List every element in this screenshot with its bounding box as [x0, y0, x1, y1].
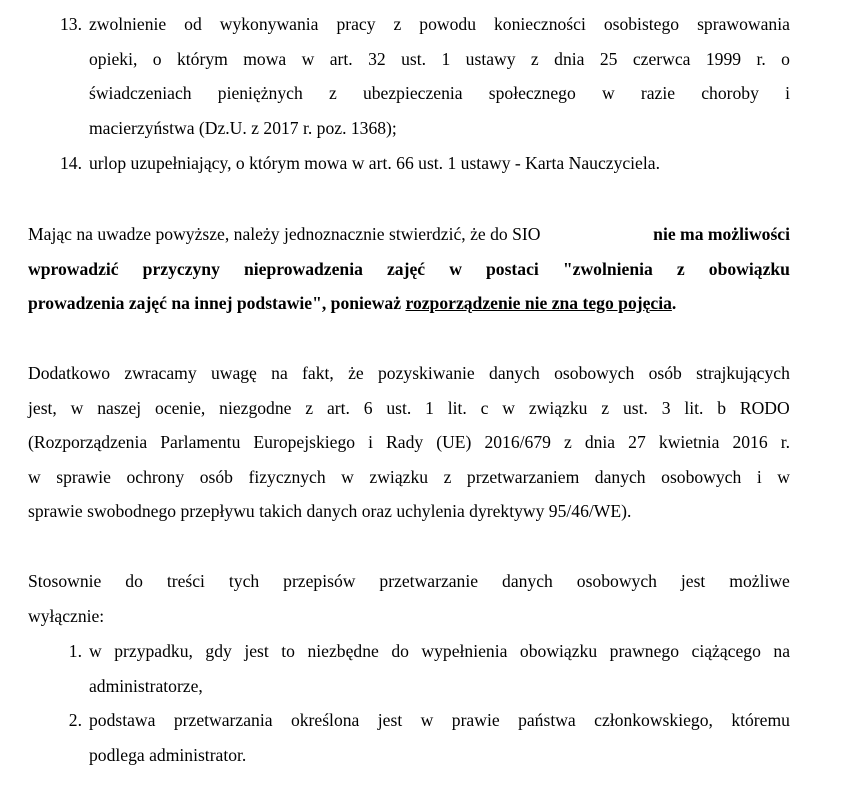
word: choroby — [701, 83, 759, 104]
word: dnia — [554, 48, 585, 69]
word: razie — [640, 83, 676, 104]
word: jest — [680, 571, 706, 591]
word: któremu — [731, 710, 790, 730]
bold-period: . — [671, 293, 677, 314]
word: ust. — [386, 397, 412, 418]
word: b — [717, 397, 727, 418]
word: w — [89, 641, 102, 661]
word: osobowych — [576, 571, 657, 591]
text-line — [28, 217, 790, 252]
word: r. — [756, 48, 766, 69]
normal-text: Mając na uwadze powyższe, należy jednoznacznie stwierdzić, że do SIO — [28, 224, 541, 244]
text-line: podlega administrator. — [89, 744, 247, 765]
word: lit. — [447, 397, 467, 418]
paragraph-rodo — [28, 356, 790, 529]
word: Dodatkowo — [28, 363, 111, 383]
word: (UE) — [436, 432, 472, 453]
word: powodu — [419, 14, 476, 34]
word: treści — [166, 571, 205, 591]
word: w — [28, 466, 41, 487]
list-number: 14. — [60, 153, 82, 173]
word: przetwarzania — [173, 710, 273, 730]
word: w — [449, 258, 462, 279]
word: 3 — [661, 397, 671, 418]
word: ustawy — [465, 48, 516, 69]
word: i — [368, 432, 373, 453]
word: mowa — [243, 48, 287, 69]
word: przetwarzaniem — [466, 466, 580, 487]
word: do — [125, 571, 143, 591]
word: art. — [329, 48, 353, 69]
word: prawnego — [609, 641, 680, 661]
word: z — [305, 397, 314, 418]
word: danych — [502, 571, 553, 591]
word: (Rozporządzenia — [28, 432, 148, 453]
word: osobowych — [554, 363, 635, 383]
word: społecznego — [488, 83, 576, 104]
word: wypełnienia — [421, 641, 508, 661]
word: 32 — [368, 48, 386, 69]
word: tych — [228, 571, 260, 591]
word: postaci — [486, 258, 539, 279]
word: osobowych — [661, 466, 742, 487]
text-line — [28, 564, 790, 599]
word: to — [281, 641, 295, 661]
word: pieniężnych — [217, 83, 303, 104]
word: podstawa — [89, 710, 156, 730]
word: danych — [594, 466, 646, 487]
word: niezbędne — [307, 641, 379, 661]
word: w — [777, 466, 790, 487]
word: gdy — [205, 641, 232, 661]
word: nieprowadzenia — [243, 258, 363, 279]
word: pracy — [336, 14, 376, 34]
word: ochrony — [126, 466, 185, 487]
underlined-bold-text: rozporządzenie nie zna tego pojęcia — [405, 293, 672, 314]
word: z — [393, 14, 402, 34]
word: 6 — [363, 397, 373, 418]
word: konieczności — [493, 14, 586, 34]
text-line — [89, 7, 790, 42]
word: dnia — [584, 432, 616, 453]
word: niezgodne — [219, 397, 292, 418]
word: państwa — [518, 710, 576, 730]
text-line: administratorze, — [89, 675, 203, 696]
word: danych — [489, 363, 540, 383]
word: z — [328, 83, 337, 104]
text-line — [28, 286, 790, 321]
bold-text: nie ma możliwości — [653, 224, 790, 244]
paragraph-conclusion — [28, 217, 790, 321]
word: opieki, — [89, 48, 138, 69]
word: Stosownie — [28, 571, 102, 591]
word: jest, — [28, 397, 57, 418]
word: kwietnia — [658, 432, 720, 453]
word: związku — [528, 397, 588, 418]
word: 1999 — [705, 48, 742, 69]
word: obowiązku — [519, 641, 598, 661]
word: ubezpieczenia — [362, 83, 463, 104]
word: i — [785, 83, 790, 104]
word: Rady — [386, 432, 424, 453]
word: Parlamentu — [160, 432, 241, 453]
word: wykonywania — [219, 14, 319, 34]
text-line — [28, 460, 790, 495]
word: osobistego — [603, 14, 680, 34]
word: 1 — [425, 397, 434, 418]
text-line — [28, 425, 790, 460]
word: 27 — [628, 432, 646, 453]
word: z — [443, 466, 452, 487]
word: w — [301, 48, 315, 69]
word: jest — [377, 710, 403, 730]
word: osób — [648, 363, 682, 383]
list-number: 1. — [68, 641, 82, 661]
word: w — [502, 397, 516, 418]
text-line: sprawie swobodnego przepływu takich danych oraz uchylenia dyrektywy 95/46/WE). — [28, 501, 632, 522]
word: osób — [199, 466, 233, 487]
word: w — [341, 466, 354, 487]
word: r. — [780, 432, 790, 453]
word: związku — [369, 466, 429, 487]
word: do — [391, 641, 409, 661]
word: uwagę — [210, 363, 257, 383]
word: jest — [244, 641, 269, 661]
word: na — [271, 363, 288, 383]
word: sprawowania — [697, 14, 790, 34]
word: ocenie, — [155, 397, 206, 418]
word: że — [348, 363, 364, 383]
word: ciążącego — [691, 641, 761, 661]
text-line — [89, 76, 790, 111]
word: fizycznych — [248, 466, 326, 487]
word: w — [601, 83, 615, 104]
word: prawie — [451, 710, 500, 730]
word: możliwe — [729, 571, 790, 591]
bold-text: prowadzenia zajęć na innej podstawie", ponieważ — [28, 293, 402, 314]
word: pozyskiwanie — [378, 363, 475, 383]
text-line: macierzyństwa (Dz.U. z 2017 r. poz. 1368); — [89, 117, 397, 138]
word: na — [773, 641, 790, 661]
word: o — [781, 48, 790, 69]
word: przepisów — [283, 571, 356, 591]
text-line — [89, 703, 790, 738]
word: zwracamy — [124, 363, 197, 383]
word: wprowadzić — [28, 258, 119, 279]
word: sprawie — [56, 466, 111, 487]
text-line — [89, 42, 790, 77]
word: ust. — [622, 397, 648, 418]
word: z — [601, 397, 610, 418]
word: fakt, — [302, 363, 334, 383]
word: art. — [326, 397, 350, 418]
word: Europejskiego — [253, 432, 356, 453]
word: 25 — [599, 48, 618, 69]
word: c — [480, 397, 489, 418]
list-number: 2. — [68, 710, 82, 730]
word: o — [152, 48, 162, 69]
word: z — [676, 258, 685, 279]
word: przypadku, — [114, 641, 193, 661]
word: członkowskiego, — [594, 710, 713, 730]
text-line: urlop uzupełniający, o którym mowa w art. 66 ust. 1 ustawy - Karta Nauczyciela. — [89, 153, 660, 173]
word: ust. — [401, 48, 427, 69]
word: 1 — [441, 48, 451, 69]
word: z — [563, 432, 572, 453]
word: czerwca — [632, 48, 691, 69]
word: zajęć — [387, 258, 426, 279]
word: 2016/679 — [484, 432, 551, 453]
word: RODO — [739, 397, 790, 418]
word: przyczyny — [142, 258, 220, 279]
word: w — [70, 397, 84, 418]
text-line — [89, 634, 790, 669]
word: świadczeniach — [89, 83, 192, 104]
word: od — [184, 14, 202, 34]
word: którym — [176, 48, 228, 69]
word: lit. — [684, 397, 704, 418]
word: z — [530, 48, 539, 69]
word: zwolnienie — [89, 14, 167, 34]
word: przetwarzanie — [379, 571, 479, 591]
word: naszej — [97, 397, 142, 418]
word: w — [420, 710, 434, 730]
text-line — [28, 391, 790, 426]
word: i — [756, 466, 762, 487]
word: 2016 — [732, 432, 768, 453]
word: określona — [290, 710, 360, 730]
bold-line — [28, 252, 790, 287]
word: "zwolnienia — [562, 258, 653, 279]
paragraph-legal-basis — [28, 564, 790, 633]
text-line: wyłącznie: — [28, 605, 105, 626]
word: strajkujących — [696, 363, 790, 383]
text-line — [28, 356, 790, 391]
word: obowiązku — [708, 258, 790, 279]
list-number: 13. — [60, 14, 82, 34]
